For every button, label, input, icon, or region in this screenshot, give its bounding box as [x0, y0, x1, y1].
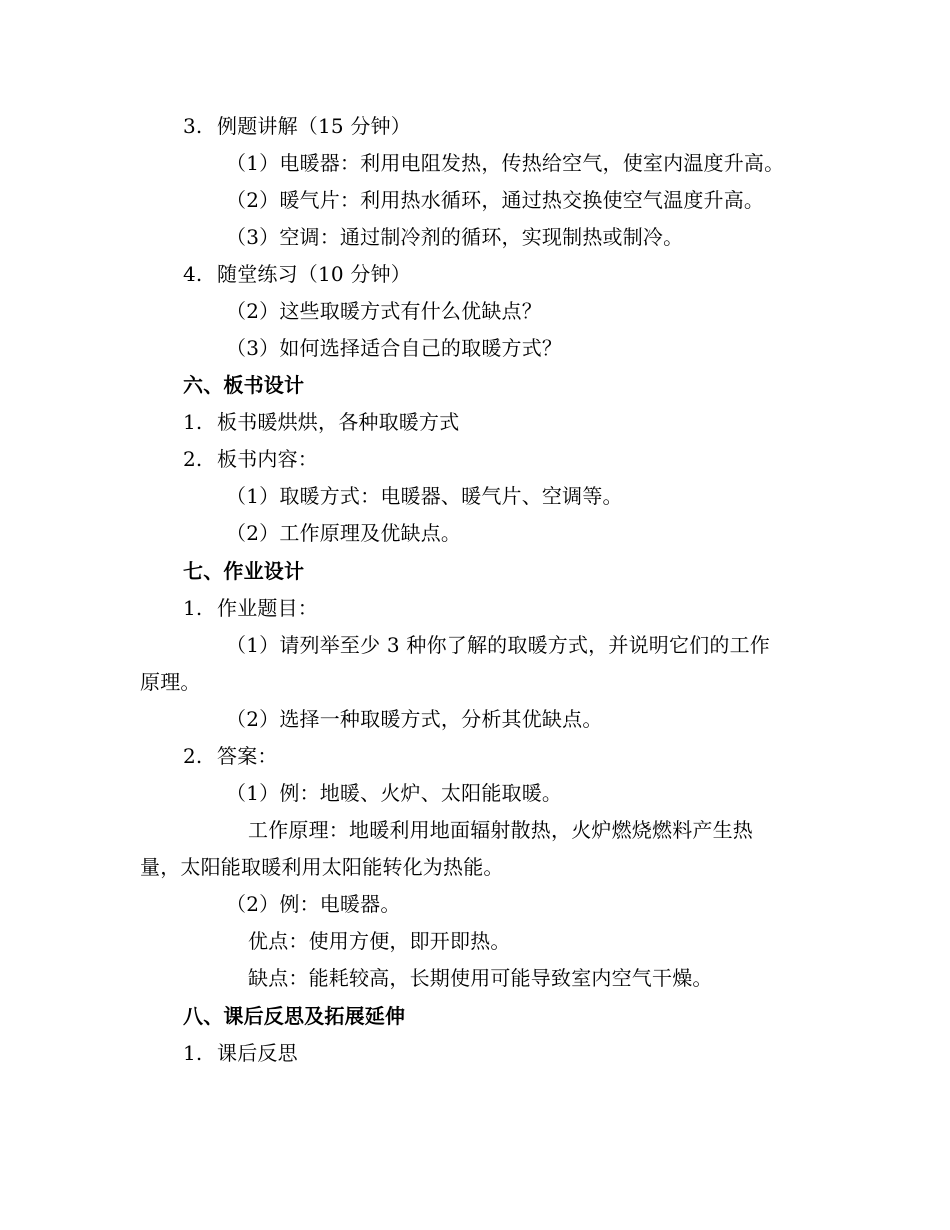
list-item-4 [183, 260, 411, 288]
paragraph-line: 工作原理：地暖利用地面辐射散热，火炉燃烧燃料产生热 [248, 818, 753, 842]
list-number: 3. [183, 114, 203, 138]
list-text: 答案： [217, 744, 278, 768]
list-text: 板书内容： [217, 447, 318, 471]
list-number: 1. [183, 596, 203, 620]
paragraph-line: （2）暖气片：利用热水循环，通过热交换使空气温度升高。 [226, 188, 765, 212]
section-heading-8: 八、课后反思及拓展延伸 [183, 1004, 406, 1028]
paragraph-line: （2）工作原理及优缺点。 [226, 521, 462, 545]
list-number: 4. [183, 262, 203, 286]
paragraph-line: 缺点：能耗较高，长期使用可能导致室内空气干燥。 [248, 966, 713, 990]
list-text: 随堂练习（10 分钟） [217, 262, 412, 286]
list-item-2 [183, 445, 318, 473]
paragraph-line: （1）例：地暖、火炉、太阳能取暖。 [226, 781, 563, 805]
list-text: 作业题目： [217, 596, 318, 620]
paragraph-line: （3）空调：通过制冷剂的循环，实现制热或制冷。 [226, 225, 684, 249]
paragraph-line: （2）这些取暖方式有什么优缺点？ [226, 299, 542, 323]
list-number: 2. [183, 744, 203, 768]
paragraph-line: （1）电暖器：利用电阻发热，传热给空气，使室内温度升高。 [226, 151, 785, 175]
list-item-1 [183, 408, 459, 436]
paragraph-line: （3）如何选择适合自己的取暖方式？ [226, 336, 563, 360]
paragraph-line: 原理。 [140, 670, 201, 694]
list-text: 课后反思 [217, 1041, 298, 1065]
paragraph-line: （1）取暖方式：电暖器、暖气片、空调等。 [226, 484, 623, 508]
list-text: 板书暖烘烘，各种取暖方式 [217, 410, 460, 434]
paragraph-line: 量，太阳能取暖利用太阳能转化为热能。 [140, 855, 504, 879]
paragraph-line: （2）例：电暖器。 [226, 892, 401, 916]
list-number: 1. [183, 410, 203, 434]
list-item-3 [183, 112, 411, 140]
list-item-1 [183, 1039, 298, 1067]
list-item-1 [183, 594, 318, 622]
list-text: 例题讲解（15 分钟） [217, 114, 412, 138]
paragraph-line: 优点：使用方便，即开即热。 [248, 929, 511, 953]
paragraph-line: （2）选择一种取暖方式，分析其优缺点。 [226, 707, 603, 731]
paragraph-line: （1）请列举至少 3 种你了解的取暖方式，并说明它们的工作 [226, 633, 770, 657]
list-number: 2. [183, 447, 203, 471]
list-item-2 [183, 742, 278, 770]
list-number: 1. [183, 1041, 203, 1065]
section-heading-6: 六、板书设计 [183, 373, 305, 397]
section-heading-7: 七、作业设计 [183, 559, 305, 583]
